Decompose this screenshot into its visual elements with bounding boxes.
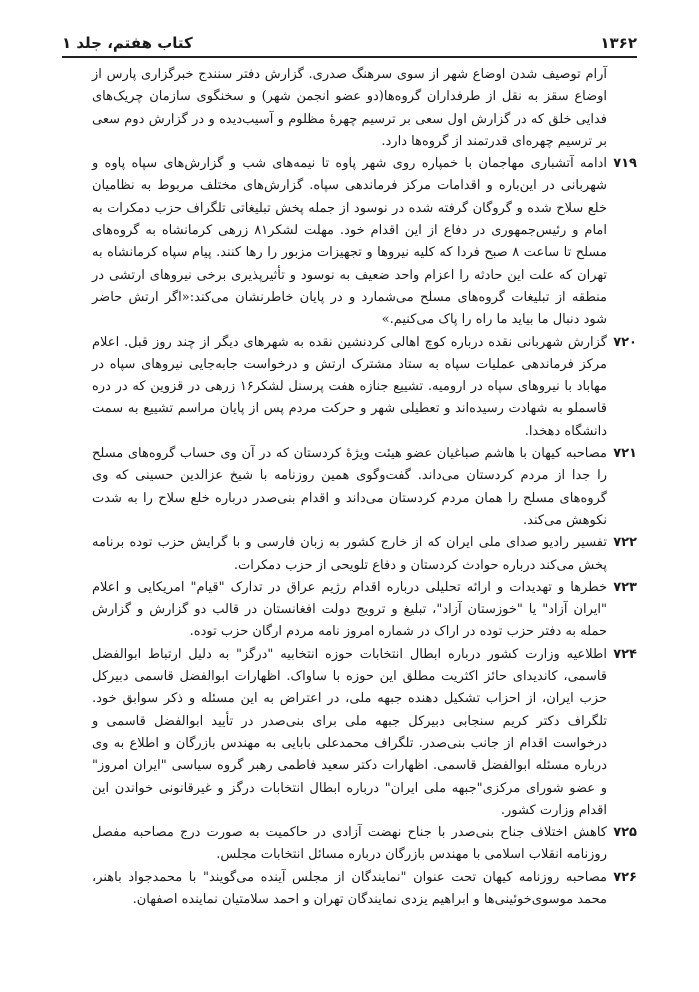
entry-number: ۷۱۹ <box>613 156 637 172</box>
entry-number: ۷۲۳ <box>613 579 637 595</box>
continuation-paragraph: آرام توصیف شدن اوضاع شهر از سوی سرهنگ صدری. گزارش دفتر سنندج خبرگزاری پارس از اوضاع سقز به نقل از طرفداران گروه‌ها(دو عضو انجمن شهر) و سخنگوی سازمان چریک‌های فدایی خلق که در گزارش اول سعی بر ترسیم چهرهٔ مظلوم و آسیب‌دیده و در گزارش دوم سعی بر ترسیم چهره‌ای قدرتمند از گروه‌ها دارد. <box>92 67 607 149</box>
entry-number: ۷۲۵ <box>613 825 637 841</box>
entry-text: تفسیر رادیو صدای ملی ایران که از خارج کشور به زبان فارسی و با گرایش حزب توده برنامه پخش می‌کند درباره حوادث کردستان و دفاع تلویحی از حزب دمکرات. <box>92 535 607 573</box>
page-number: ۱۳۶۲ <box>600 34 637 52</box>
chronology-entry <box>92 644 637 822</box>
entry-number: ۷۲۶ <box>613 869 637 885</box>
book-title: کتاب هفتم، جلد ۱ <box>62 34 193 52</box>
chronology-entry <box>92 443 637 532</box>
entry-number: ۷۲۰ <box>613 334 637 350</box>
entry-text: ادامه آتشباری مهاجمان با خمپاره روی شهر پاوه تا نیمه‌های شب و گزارش‌های سپاه پاوه و شهربانی در این‌باره و اقدامات مرکز فرماندهی سپاه. گزارش‌های مختلف مربوط به نظامیان خلع سلاح شده و گروگان گرفته شده در نوسود از جمله پخش تبلیغاتی تلگراف حزب دمکرات به امام و رئیس‌جمهوری در دفاع از این اقدام خود. مهلت لشکر۸۱ زرهی کرمانشاه به گروه‌های مسلح تا ساعت ۸ صبح فردا که کلیه نیروها و تجهیزات مزبور را رها کنند. پیام سپاه کرمانشاه به تهران که علت این حادثه را اعزام واحد ضعیف به نوسود و تأثیرپذیری برخی نیروهای ارتشی در منطقه از تبلیغات گروه‌های مسلح می‌شمارد و در پایان خاطرنشان می‌کند:«اگر ارتش حاضر شود دنبال ما بیاید ما راه را پاک می‌کنیم.» <box>92 156 607 328</box>
entry-text: مصاحبه روزنامه کیهان تحت عنوان "نمایندگان از مجلس آینده می‌گویند" با محمدجواد باهنر، محمد موسوی‌خوئینی‌ها و ابراهیم یزدی نمایندگان تهران و احمد سلامتیان نماینده اصفهان. <box>92 869 607 907</box>
entry-number: ۷۲۲ <box>613 535 637 551</box>
entry-text: خطرها و تهدیدات و ارائه تحلیلی درباره اقدام رژیم عراق در تدارک "قیام" امریکایی و اعلام "ایران آزاد" یا "خوزستان آزاد"، تبلیغ و ترویج دولت افغانستان در قالب دو گزارش و گزارش حمله به دفتر حزب توده در اراک در شماره امروز نامه مردم ارگان حزب توده. <box>92 579 607 640</box>
chronology-entry <box>92 332 637 443</box>
chronology-entry <box>92 153 637 331</box>
entry-number: ۷۲۱ <box>613 446 637 462</box>
chronology-entry <box>92 822 637 867</box>
entry-text: کاهش اختلاف جناح بنی‌صدر با جناح نهضت آزادی در حاکمیت به صورت درج مصاحبه مفصل روزنامه انقلاب اسلامی با مهندس بازرگان درباره مسائل انتخابات مجلس. <box>92 825 607 863</box>
entry-text: گزارش شهربانی نقده درباره کوچ اهالی کردنشین نقده به شهرهای دیگر از چند روز قبل. اعلام مرکز فرماندهی عملیات سپاه به ستاد مشترک ارتش و درخواست جابه‌جایی نیروهای سپاه در مهاباد با نیروهای سپاه در ارومیه. تشییع جنازه هفت پرسنل لشکر۱۶ زرهی در قزوین که در دره قاسملو به شهادت رسیده‌اند و تعطیلی شهر و حرکت مردم پس از پایان مراسم تشییع به سمت دانشگاه دهخدا. <box>92 334 608 439</box>
entry-text: اطلاعیه وزارت کشور درباره ابطال انتخابات حوزه انتخابیه "درگز" به دلیل ارتباط ابوالفضل قاسمی، کاندیدای حائز اکثریت مطلق این حوزه با ساواک. اظهارات ابوالفضل قاسمی دبیرکل حزب ایران، از احزاب تشکیل دهنده جبهه ملی، در اعتراض به این مسئله و ذکر سوابق خود. تلگراف دکتر کریم سنجابی دبیرکل جبهه ملی برای بنی‌صدر در تأیید ابوالفضل قاسمی و درخواست اقدام از جانب بنی‌صدر. تلگراف محمدعلی بابایی به مهندس بازرگان و اطلاع به وی درباره مسئله ابوالفضل قاسمی. اظهارات دکتر سعید فاطمی رهبر گروه سیاسی "ایران امروز" و عضو شورای مرکزی"جبهه ملی ایران" درباره ابطال انتخابات درگز و غیرقانونی خواندن این اقدام وزارت کشور. <box>92 646 607 818</box>
chronology-entry <box>92 532 637 577</box>
chronology-entry <box>92 577 637 644</box>
entry-number: ۷۲۴ <box>613 646 637 662</box>
page-body <box>92 64 637 911</box>
entry-text: مصاحبه کیهان با هاشم صباغیان عضو هیئت ویژهٔ کردستان که در آن وی حساب گروه‌های مسلح را جدا از مردم کردستان می‌داند. گفت‌وگوی همین روزنامه با شیخ عزالدین حسینی که وی گروه‌های مسلح را همان مردم کردستان می‌داند و اقدام بنی‌صدر درباره خلع سلاح را به شدت نکوهش می‌کند. <box>92 446 607 528</box>
chronology-entry <box>92 867 637 912</box>
page-header <box>62 30 637 58</box>
